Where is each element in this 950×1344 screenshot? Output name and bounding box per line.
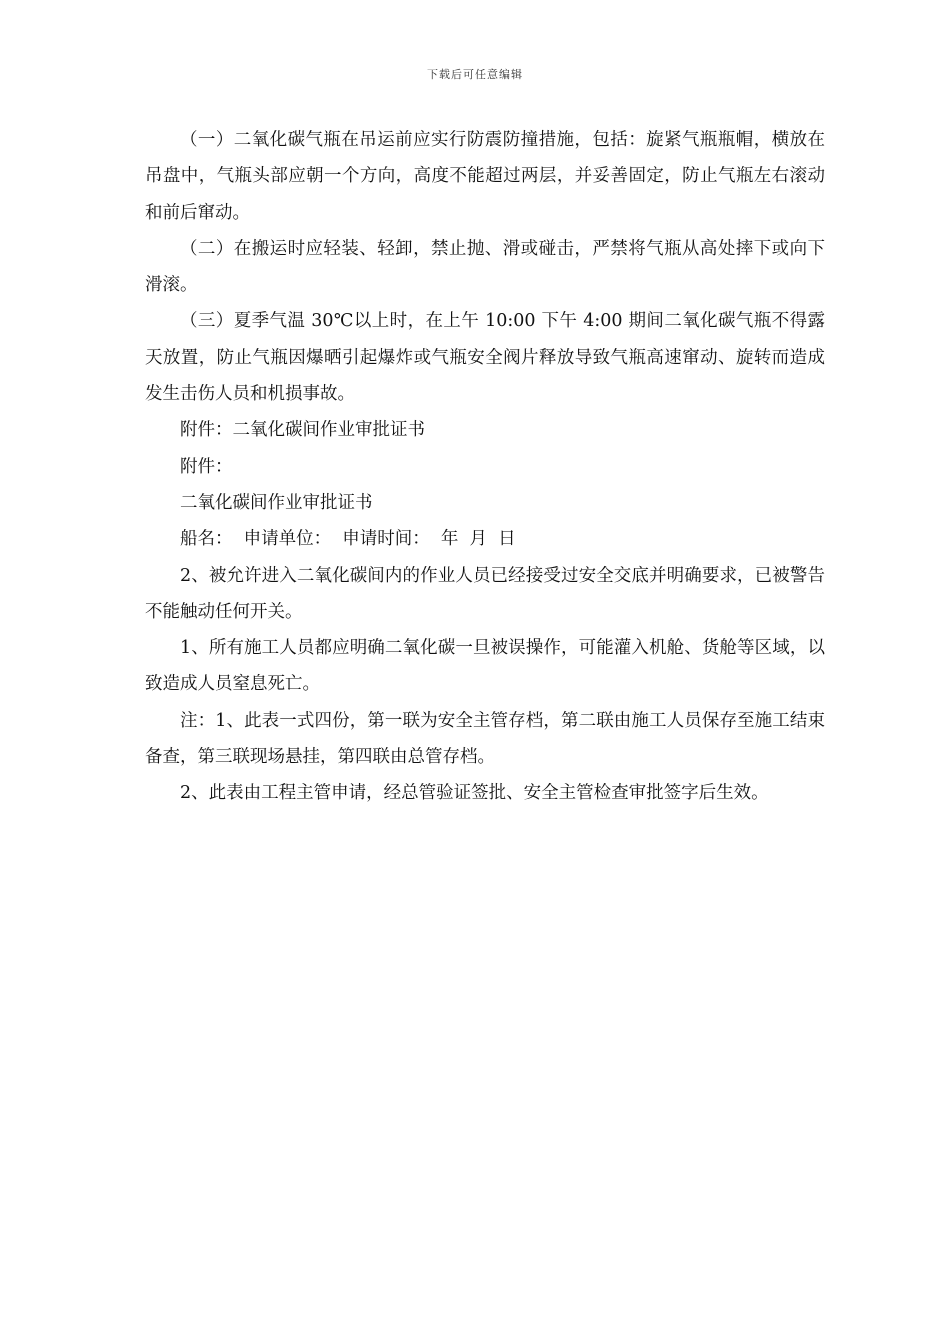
paragraph-measure-1: （一）二氧化碳气瓶在吊运前应实行防震防撞措施，包括：旋紧气瓶瓶帽，横放在吊盘中，气瓶头部应朝一个方向，高度不能超过两层，并妥善固定，防止气瓶左右滚动和前后窜动。 [145,130,825,223]
paragraph-measure-2: （二）在搬运时应轻装、轻卸，禁止抛、滑或碰击，严禁将气瓶从高处摔下或向下滑滚。 [145,238,825,296]
paragraph-item-2: 2、被允许进入二氧化碳间内的作业人员已经接受过安全交底并明确要求，已被警告不能触动任何开关。 [145,565,825,622]
form-fields-line: 船名： 申请单位： 申请时间： 年 月 日 [180,529,516,550]
note-paragraph-2: 2、此表由工程主管申请，经总管验证签批、安全主管检查审批签字后生效。 [180,783,769,804]
paragraph-measure-3: （三）夏季气温 30℃以上时，在上午 10:00 下午 4:00 期间二氧化碳气瓶不得露天放置，防止气瓶因爆晒引起爆炸或气瓶安全阀片释放导致气瓶高速窜动、旋转而造成发生击伤人员和机损事故。 [145,311,825,405]
paragraph-item-1: 1、所有施工人员都应明确二氧化碳一旦被误操作，可能灌入机舱、货舱等区域，以致造成人员窒息死亡。 [145,638,825,695]
attachment-line: 附件：二氧化碳间作业审批证书 [180,420,425,441]
page-header: 下载后可任意编辑 [427,68,523,81]
attachment-label: 附件： [180,456,233,477]
certificate-title: 二氧化碳间作业审批证书 [180,492,373,513]
document-body [145,122,825,812]
note-paragraph-1: 注：1、此表一式四份，第一联为安全主管存档，第二联由施工人员保存至施工结束备查，第三联现场悬挂，第四联由总管存档。 [145,710,825,768]
